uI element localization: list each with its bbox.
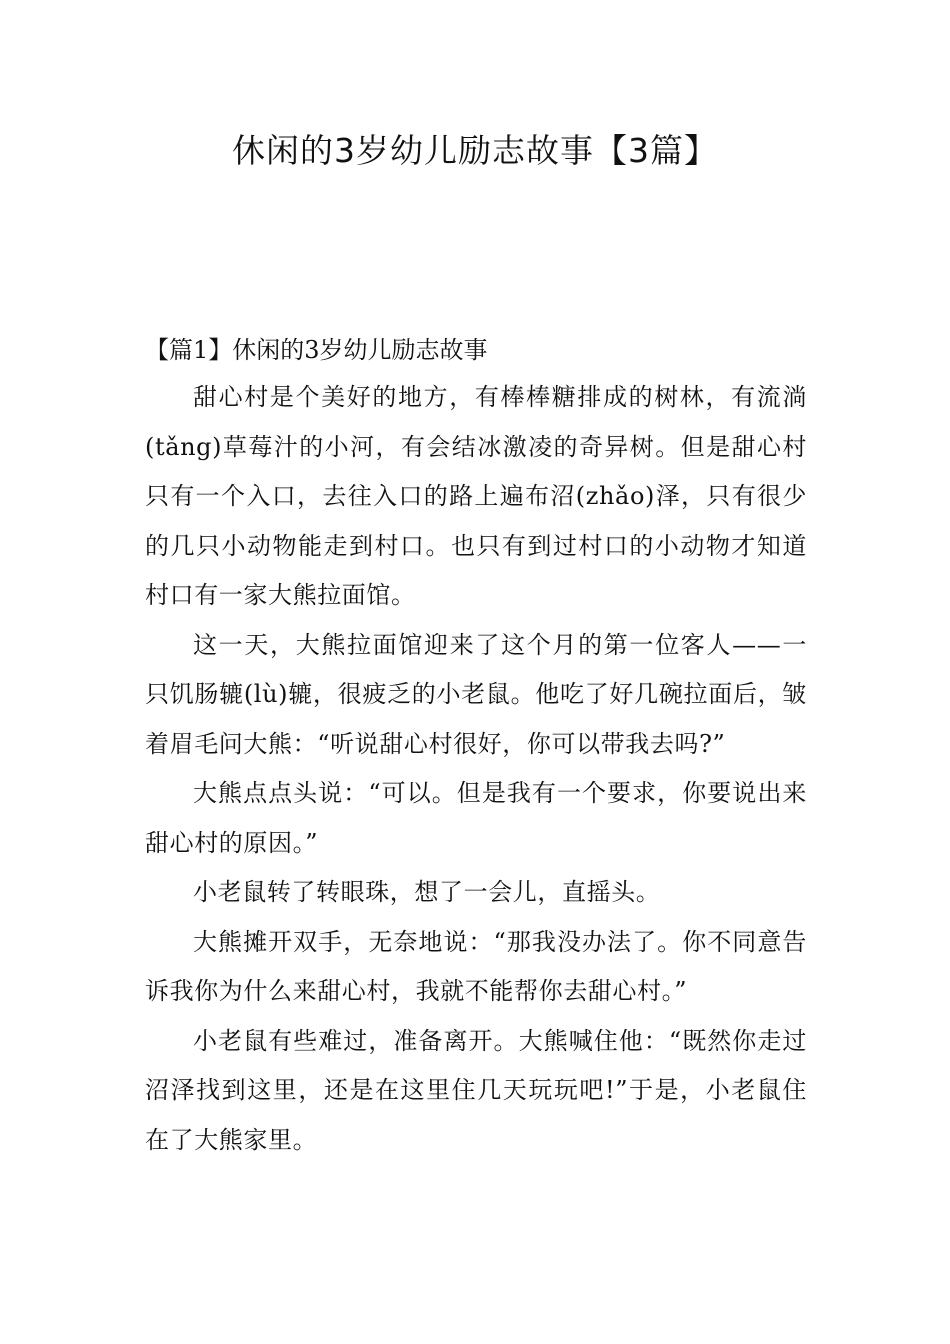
paragraph: 这一天，大熊拉面馆迎来了这个月的第一位客人——一只饥肠辘(lù)辘，很疲乏的小老鼠。他吃了好几碗拉面后，皱着眉毛问大熊：“听说甜心村很好，你可以带我去吗?”: [145, 630, 807, 758]
document-title: 休闲的3岁幼儿励志故事【3篇】: [232, 131, 718, 170]
paragraph: 大熊摊开双手，无奈地说：“那我没办法了。你不同意告诉我你为什么来甜心村，我就不能帮你去甜心村。”: [145, 927, 807, 1005]
document-body: [145, 328, 807, 1165]
paragraph: 小老鼠有些难过，准备离开。大熊喊住他：“既然你走过沼泽找到这里，还是在这里住几天玩玩吧!”于是，小老鼠住在了大熊家里。: [145, 1026, 807, 1154]
paragraph: 大熊点点头说：“可以。但是我有一个要求，你要说出来甜心村的原因。”: [145, 779, 807, 857]
paragraph: 甜心村是个美好的地方，有棒棒糖排成的树林，有流淌(tǎng)草莓汁的小河，有会结冰激凌的奇异树。但是甜心村只有一个入口，去往入口的路上遍布沼(zhǎo)泽，只有很少的几只小动物能走到村口。也只有到过村口的小动物才知道村口有一家大熊拉面馆。: [145, 383, 807, 609]
paragraph: 小老鼠转了转眼珠，想了一会儿，直摇头。: [193, 878, 661, 906]
section-heading: 【篇1】休闲的3岁幼儿励志故事: [145, 336, 488, 364]
